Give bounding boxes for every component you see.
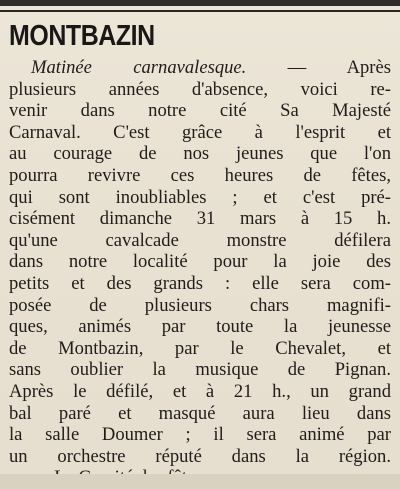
article-line: de Montbazin, par le Chevalet, et bbox=[9, 337, 391, 359]
article-line: bal paré et masqué aura lieu dans bbox=[9, 402, 391, 424]
article-line: ques, animés par toute la jeunesse bbox=[9, 316, 391, 338]
article-line: Carnaval. C'est grâce à l'esprit et bbox=[9, 121, 391, 143]
article-line: posée de plusieurs chars magnifi- bbox=[9, 294, 391, 316]
article-headline: MONTBAZIN bbox=[9, 20, 155, 52]
article-line: qu'une cavalcade monstre défilera bbox=[9, 229, 391, 251]
article-first-line bbox=[9, 57, 391, 79]
article-line: sans oublier la musique de Pignan. bbox=[9, 359, 391, 381]
article-subhead: Matinée carnavalesque. bbox=[31, 57, 247, 78]
article-line: qui sont inoubliables ; et c'est pré- bbox=[9, 186, 391, 208]
article-line: la salle Doumer ; il sera animé par bbox=[9, 424, 391, 446]
clipping-bottom-edge bbox=[0, 474, 400, 489]
article-line: Après le défilé, et à 21 h., un grand bbox=[9, 380, 391, 402]
article-line: au courage de nos jeunes que l'on bbox=[9, 143, 391, 165]
clipping-top-edge bbox=[0, 0, 400, 6]
article-line: petits et des grands : elle sera com- bbox=[9, 272, 391, 294]
article-body bbox=[9, 57, 391, 489]
article-line: plusieurs années d'absence, voici re- bbox=[9, 78, 391, 100]
article-line: pourra revivre ces heures de fêtes, bbox=[9, 164, 391, 186]
article-line: cisément dimanche 31 mars à 15 h. bbox=[9, 208, 391, 230]
column-rule bbox=[0, 10, 400, 12]
article-line: dans notre localité pour la joie des bbox=[9, 251, 391, 273]
article-line: venir dans notre cité Sa Majesté bbox=[9, 100, 391, 122]
article-first-line-rest: — Après bbox=[246, 57, 391, 78]
article-line: un orchestre réputé dans la région. bbox=[9, 445, 391, 467]
